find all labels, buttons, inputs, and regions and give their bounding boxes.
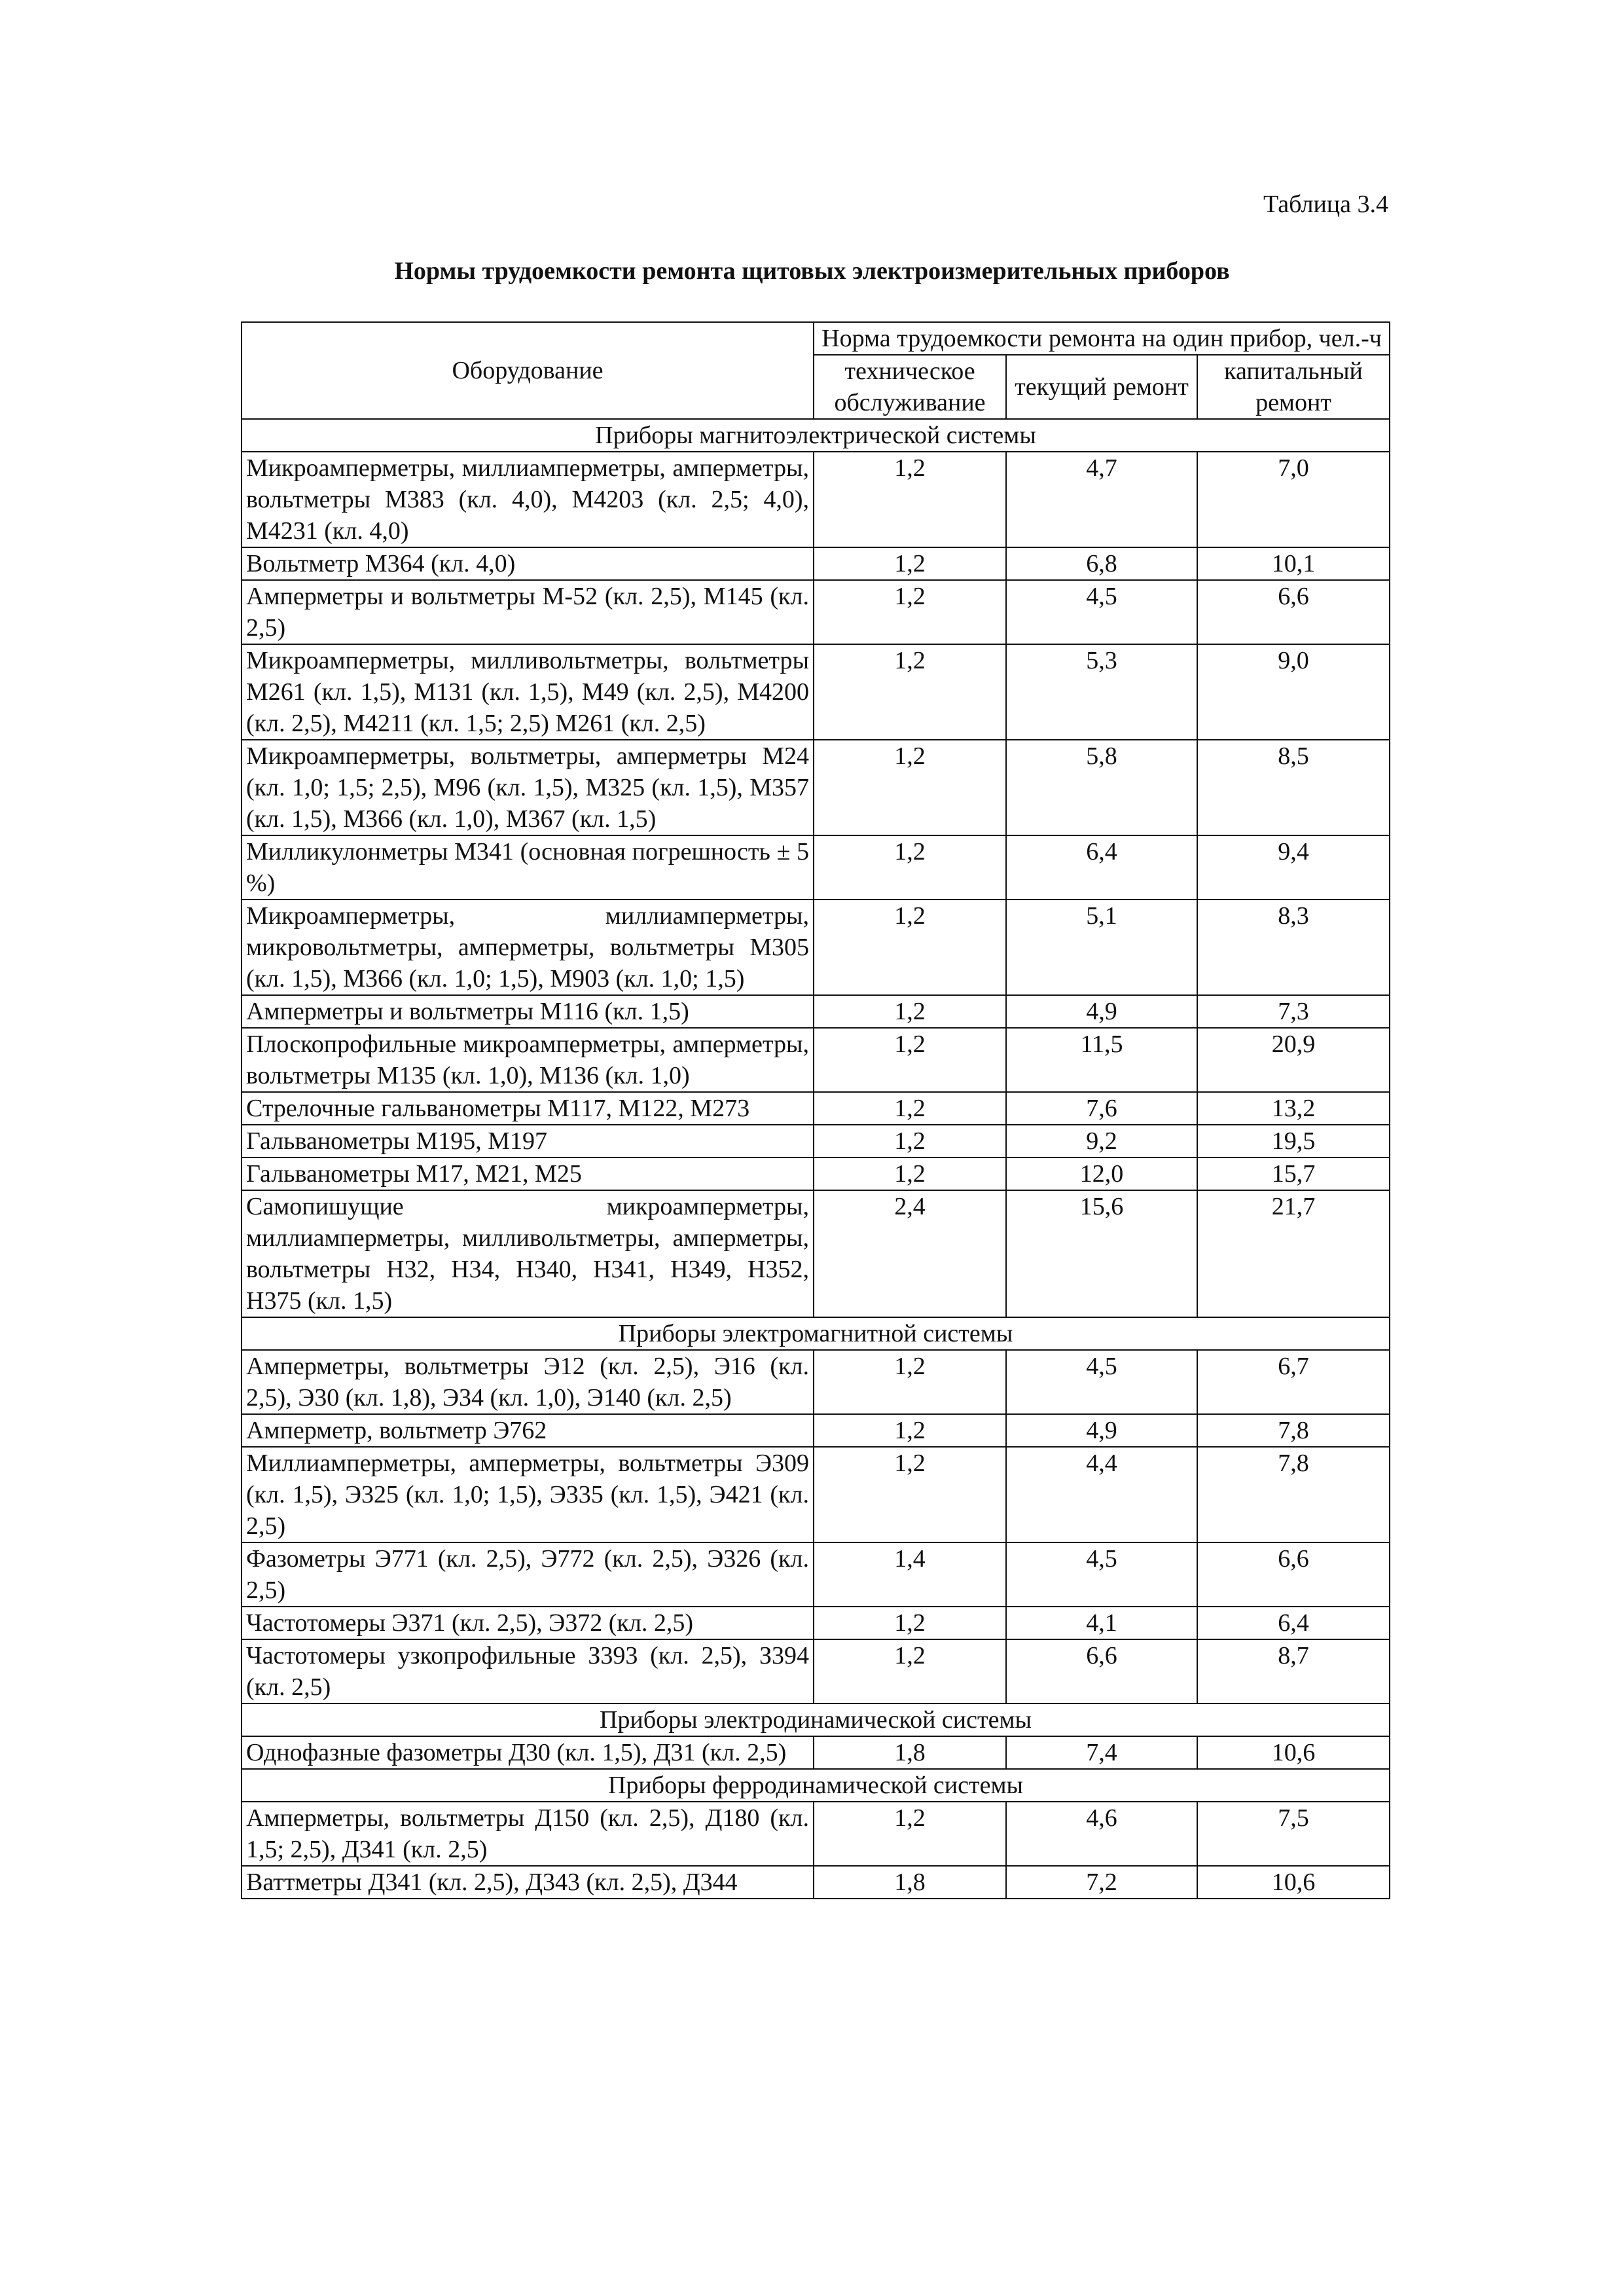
cell-capital-repair: 7,5 <box>1197 1802 1390 1866</box>
section-row <box>242 1704 1390 1736</box>
cell-maintenance: 1,2 <box>814 1157 1006 1190</box>
table-row <box>242 900 1390 995</box>
cell-current-repair: 7,6 <box>1006 1092 1197 1125</box>
cell-current-repair: 6,6 <box>1006 1639 1197 1704</box>
cell-capital-repair: 8,7 <box>1197 1639 1390 1704</box>
cell-equipment: Микроамперметры, миллиамперметры, микровольтметры, амперметры, вольтметры М305 (кл. 1,5), М366 (кл. 1,0; 1,5), М903 (кл. 1,0; 1,5) <box>242 900 814 995</box>
cell-equipment: Гальванометры М17, М21, М25 <box>242 1157 814 1190</box>
cell-current-repair: 15,6 <box>1006 1190 1197 1317</box>
cell-capital-repair: 20,9 <box>1197 1028 1390 1092</box>
cell-current-repair: 4,6 <box>1006 1802 1197 1866</box>
cell-maintenance: 1,4 <box>814 1542 1006 1607</box>
cell-maintenance: 1,2 <box>814 1092 1006 1125</box>
table-row <box>242 644 1390 740</box>
cell-capital-repair: 6,6 <box>1197 580 1390 644</box>
header-norm-group: Норма трудоемкости ремонта на один прибор, чел.-ч <box>814 322 1390 355</box>
table-row <box>242 1157 1390 1190</box>
table-row <box>242 1542 1390 1607</box>
table-row <box>242 1639 1390 1704</box>
cell-equipment: Ваттметры Д341 (кл. 2,5), Д343 (кл. 2,5), Д344 <box>242 1866 814 1899</box>
cell-equipment: Фазометры Э771 (кл. 2,5), Э772 (кл. 2,5), Э326 (кл. 2,5) <box>242 1542 814 1607</box>
cell-equipment: Однофазные фазометры Д30 (кл. 1,5), Д31 (кл. 2,5) <box>242 1736 814 1769</box>
cell-maintenance: 1,2 <box>814 580 1006 644</box>
cell-equipment: Вольтметр М364 (кл. 4,0) <box>242 547 814 580</box>
cell-maintenance: 1,2 <box>814 900 1006 995</box>
cell-capital-repair: 10,6 <box>1197 1866 1390 1899</box>
cell-current-repair: 6,4 <box>1006 835 1197 900</box>
cell-maintenance: 1,2 <box>814 1447 1006 1542</box>
cell-maintenance: 1,8 <box>814 1736 1006 1769</box>
table-row <box>242 1736 1390 1769</box>
cell-maintenance: 2,4 <box>814 1190 1006 1317</box>
cell-capital-repair: 6,4 <box>1197 1607 1390 1639</box>
table-row <box>242 1866 1390 1899</box>
table-number: Таблица 3.4 <box>1263 191 1388 218</box>
cell-capital-repair: 13,2 <box>1197 1092 1390 1125</box>
table-header-row <box>242 322 1390 355</box>
table-row <box>242 1190 1390 1317</box>
cell-maintenance: 1,2 <box>814 1350 1006 1414</box>
table-body <box>242 419 1390 1899</box>
table-row <box>242 1414 1390 1447</box>
cell-equipment: Амперметр, вольтметр Э762 <box>242 1414 814 1447</box>
cell-equipment: Самопишущие микроамперметры, миллиамперметры, милливольтметры, амперметры, вольтметры Н32, Н34, Н340, Н341, Н349, Н352, Н375 (кл. 1,5) <box>242 1190 814 1317</box>
cell-maintenance: 1,8 <box>814 1866 1006 1899</box>
section-row <box>242 1769 1390 1802</box>
cell-equipment: Амперметры, вольтметры Э12 (кл. 2,5), Э16 (кл. 2,5), Э30 (кл. 1,8), Э34 (кл. 1,0), Э140 (кл. 2,5) <box>242 1350 814 1414</box>
table-row <box>242 580 1390 644</box>
document-title: Нормы трудоемкости ремонта щитовых электроизмерительных приборов <box>394 257 1230 285</box>
cell-equipment: Амперметры и вольтметры М116 (кл. 1,5) <box>242 995 814 1028</box>
cell-maintenance: 1,2 <box>814 995 1006 1028</box>
cell-current-repair: 4,9 <box>1006 1414 1197 1447</box>
cell-equipment: Гальванометры М195, М197 <box>242 1125 814 1157</box>
cell-capital-repair: 21,7 <box>1197 1190 1390 1317</box>
cell-maintenance: 1,2 <box>814 1028 1006 1092</box>
table-row <box>242 1607 1390 1639</box>
table-row <box>242 995 1390 1028</box>
cell-maintenance: 1,2 <box>814 1414 1006 1447</box>
cell-equipment: Милликулонметры М341 (основная погрешность ± 5 %) <box>242 835 814 900</box>
table-row <box>242 1125 1390 1157</box>
cell-capital-repair: 6,6 <box>1197 1542 1390 1607</box>
cell-current-repair: 9,2 <box>1006 1125 1197 1157</box>
cell-equipment: Частотомеры узкопрофильные З393 (кл. 2,5), З394 (кл. 2,5) <box>242 1639 814 1704</box>
table-row <box>242 835 1390 900</box>
cell-capital-repair: 10,6 <box>1197 1736 1390 1769</box>
cell-capital-repair: 6,7 <box>1197 1350 1390 1414</box>
cell-capital-repair: 7,0 <box>1197 452 1390 547</box>
header-current-repair: текущий ремонт <box>1006 355 1197 419</box>
cell-equipment: Плоскопрофильные микроамперметры, амперметры, вольтметры М135 (кл. 1,0), М136 (кл. 1,0) <box>242 1028 814 1092</box>
cell-equipment: Амперметры, вольтметры Д150 (кл. 2,5), Д180 (кл. 1,5; 2,5), Д341 (кл. 2,5) <box>242 1802 814 1866</box>
cell-maintenance: 1,2 <box>814 1802 1006 1866</box>
header-capital-repair: капитальный ремонт <box>1197 355 1390 419</box>
cell-maintenance: 1,2 <box>814 1639 1006 1704</box>
table-row <box>242 1802 1390 1866</box>
cell-current-repair: 5,3 <box>1006 644 1197 740</box>
cell-current-repair: 4,7 <box>1006 452 1197 547</box>
cell-capital-repair: 9,0 <box>1197 644 1390 740</box>
table-row <box>242 1350 1390 1414</box>
cell-current-repair: 7,2 <box>1006 1866 1197 1899</box>
cell-equipment: Стрелочные гальванометры М117, М122, М273 <box>242 1092 814 1125</box>
section-title: Приборы магнитоэлектрической системы <box>242 419 1390 452</box>
table-row <box>242 1447 1390 1542</box>
cell-current-repair: 4,5 <box>1006 1542 1197 1607</box>
cell-capital-repair: 19,5 <box>1197 1125 1390 1157</box>
cell-capital-repair: 7,8 <box>1197 1414 1390 1447</box>
cell-current-repair: 11,5 <box>1006 1028 1197 1092</box>
cell-capital-repair: 7,3 <box>1197 995 1390 1028</box>
cell-maintenance: 1,2 <box>814 1607 1006 1639</box>
table-row <box>242 452 1390 547</box>
cell-equipment: Микроамперметры, вольтметры, амперметры М24 (кл. 1,0; 1,5; 2,5), М96 (кл. 1,5), М325 (кл. 1,5), М357 (кл. 1,5), М366 (кл. 1,0), М367 (кл. 1,5) <box>242 740 814 835</box>
cell-current-repair: 4,5 <box>1006 1350 1197 1414</box>
cell-capital-repair: 8,3 <box>1197 900 1390 995</box>
cell-equipment: Микроамперметры, милливольтметры, вольтметры М261 (кл. 1,5), М131 (кл. 1,5), М49 (кл. 2,5), М4200 (кл. 2,5), М4211 (кл. 1,5; 2,5) М261 (кл. 2,5) <box>242 644 814 740</box>
cell-equipment: Микроамперметры, миллиамперметры, амперметры, вольтметры М383 (кл. 4,0), М4203 (кл. 2,5; 4,0), М4231 (кл. 4,0) <box>242 452 814 547</box>
section-row <box>242 419 1390 452</box>
norms-table <box>241 321 1390 1899</box>
cell-current-repair: 4,9 <box>1006 995 1197 1028</box>
cell-equipment: Амперметры и вольтметры М-52 (кл. 2,5), М145 (кл. 2,5) <box>242 580 814 644</box>
cell-current-repair: 5,1 <box>1006 900 1197 995</box>
cell-current-repair: 4,1 <box>1006 1607 1197 1639</box>
cell-capital-repair: 9,4 <box>1197 835 1390 900</box>
cell-current-repair: 12,0 <box>1006 1157 1197 1190</box>
cell-capital-repair: 7,8 <box>1197 1447 1390 1542</box>
cell-maintenance: 1,2 <box>814 452 1006 547</box>
cell-current-repair: 4,4 <box>1006 1447 1197 1542</box>
cell-current-repair: 6,8 <box>1006 547 1197 580</box>
cell-current-repair: 4,5 <box>1006 580 1197 644</box>
cell-maintenance: 1,2 <box>814 835 1006 900</box>
cell-capital-repair: 8,5 <box>1197 740 1390 835</box>
cell-equipment: Частотомеры Э371 (кл. 2,5), Э372 (кл. 2,5) <box>242 1607 814 1639</box>
cell-current-repair: 5,8 <box>1006 740 1197 835</box>
section-title: Приборы электромагнитной системы <box>242 1317 1390 1350</box>
cell-current-repair: 7,4 <box>1006 1736 1197 1769</box>
section-row <box>242 1317 1390 1350</box>
cell-maintenance: 1,2 <box>814 740 1006 835</box>
section-title: Приборы ферродинамической системы <box>242 1769 1390 1802</box>
cell-maintenance: 1,2 <box>814 1125 1006 1157</box>
section-title: Приборы электродинамической системы <box>242 1704 1390 1736</box>
cell-equipment: Миллиамперметры, амперметры, вольтметры Э309 (кл. 1,5), Э325 (кл. 1,0; 1,5), Э335 (кл. 1,5), Э421 (кл. 2,5) <box>242 1447 814 1542</box>
cell-maintenance: 1,2 <box>814 547 1006 580</box>
header-maintenance: техническое обслуживание <box>814 355 1006 419</box>
table-row <box>242 740 1390 835</box>
cell-maintenance: 1,2 <box>814 644 1006 740</box>
cell-capital-repair: 15,7 <box>1197 1157 1390 1190</box>
table-row <box>242 1028 1390 1092</box>
table-row <box>242 547 1390 580</box>
header-equipment: Оборудование <box>242 322 814 419</box>
table-row <box>242 1092 1390 1125</box>
cell-capital-repair: 10,1 <box>1197 547 1390 580</box>
